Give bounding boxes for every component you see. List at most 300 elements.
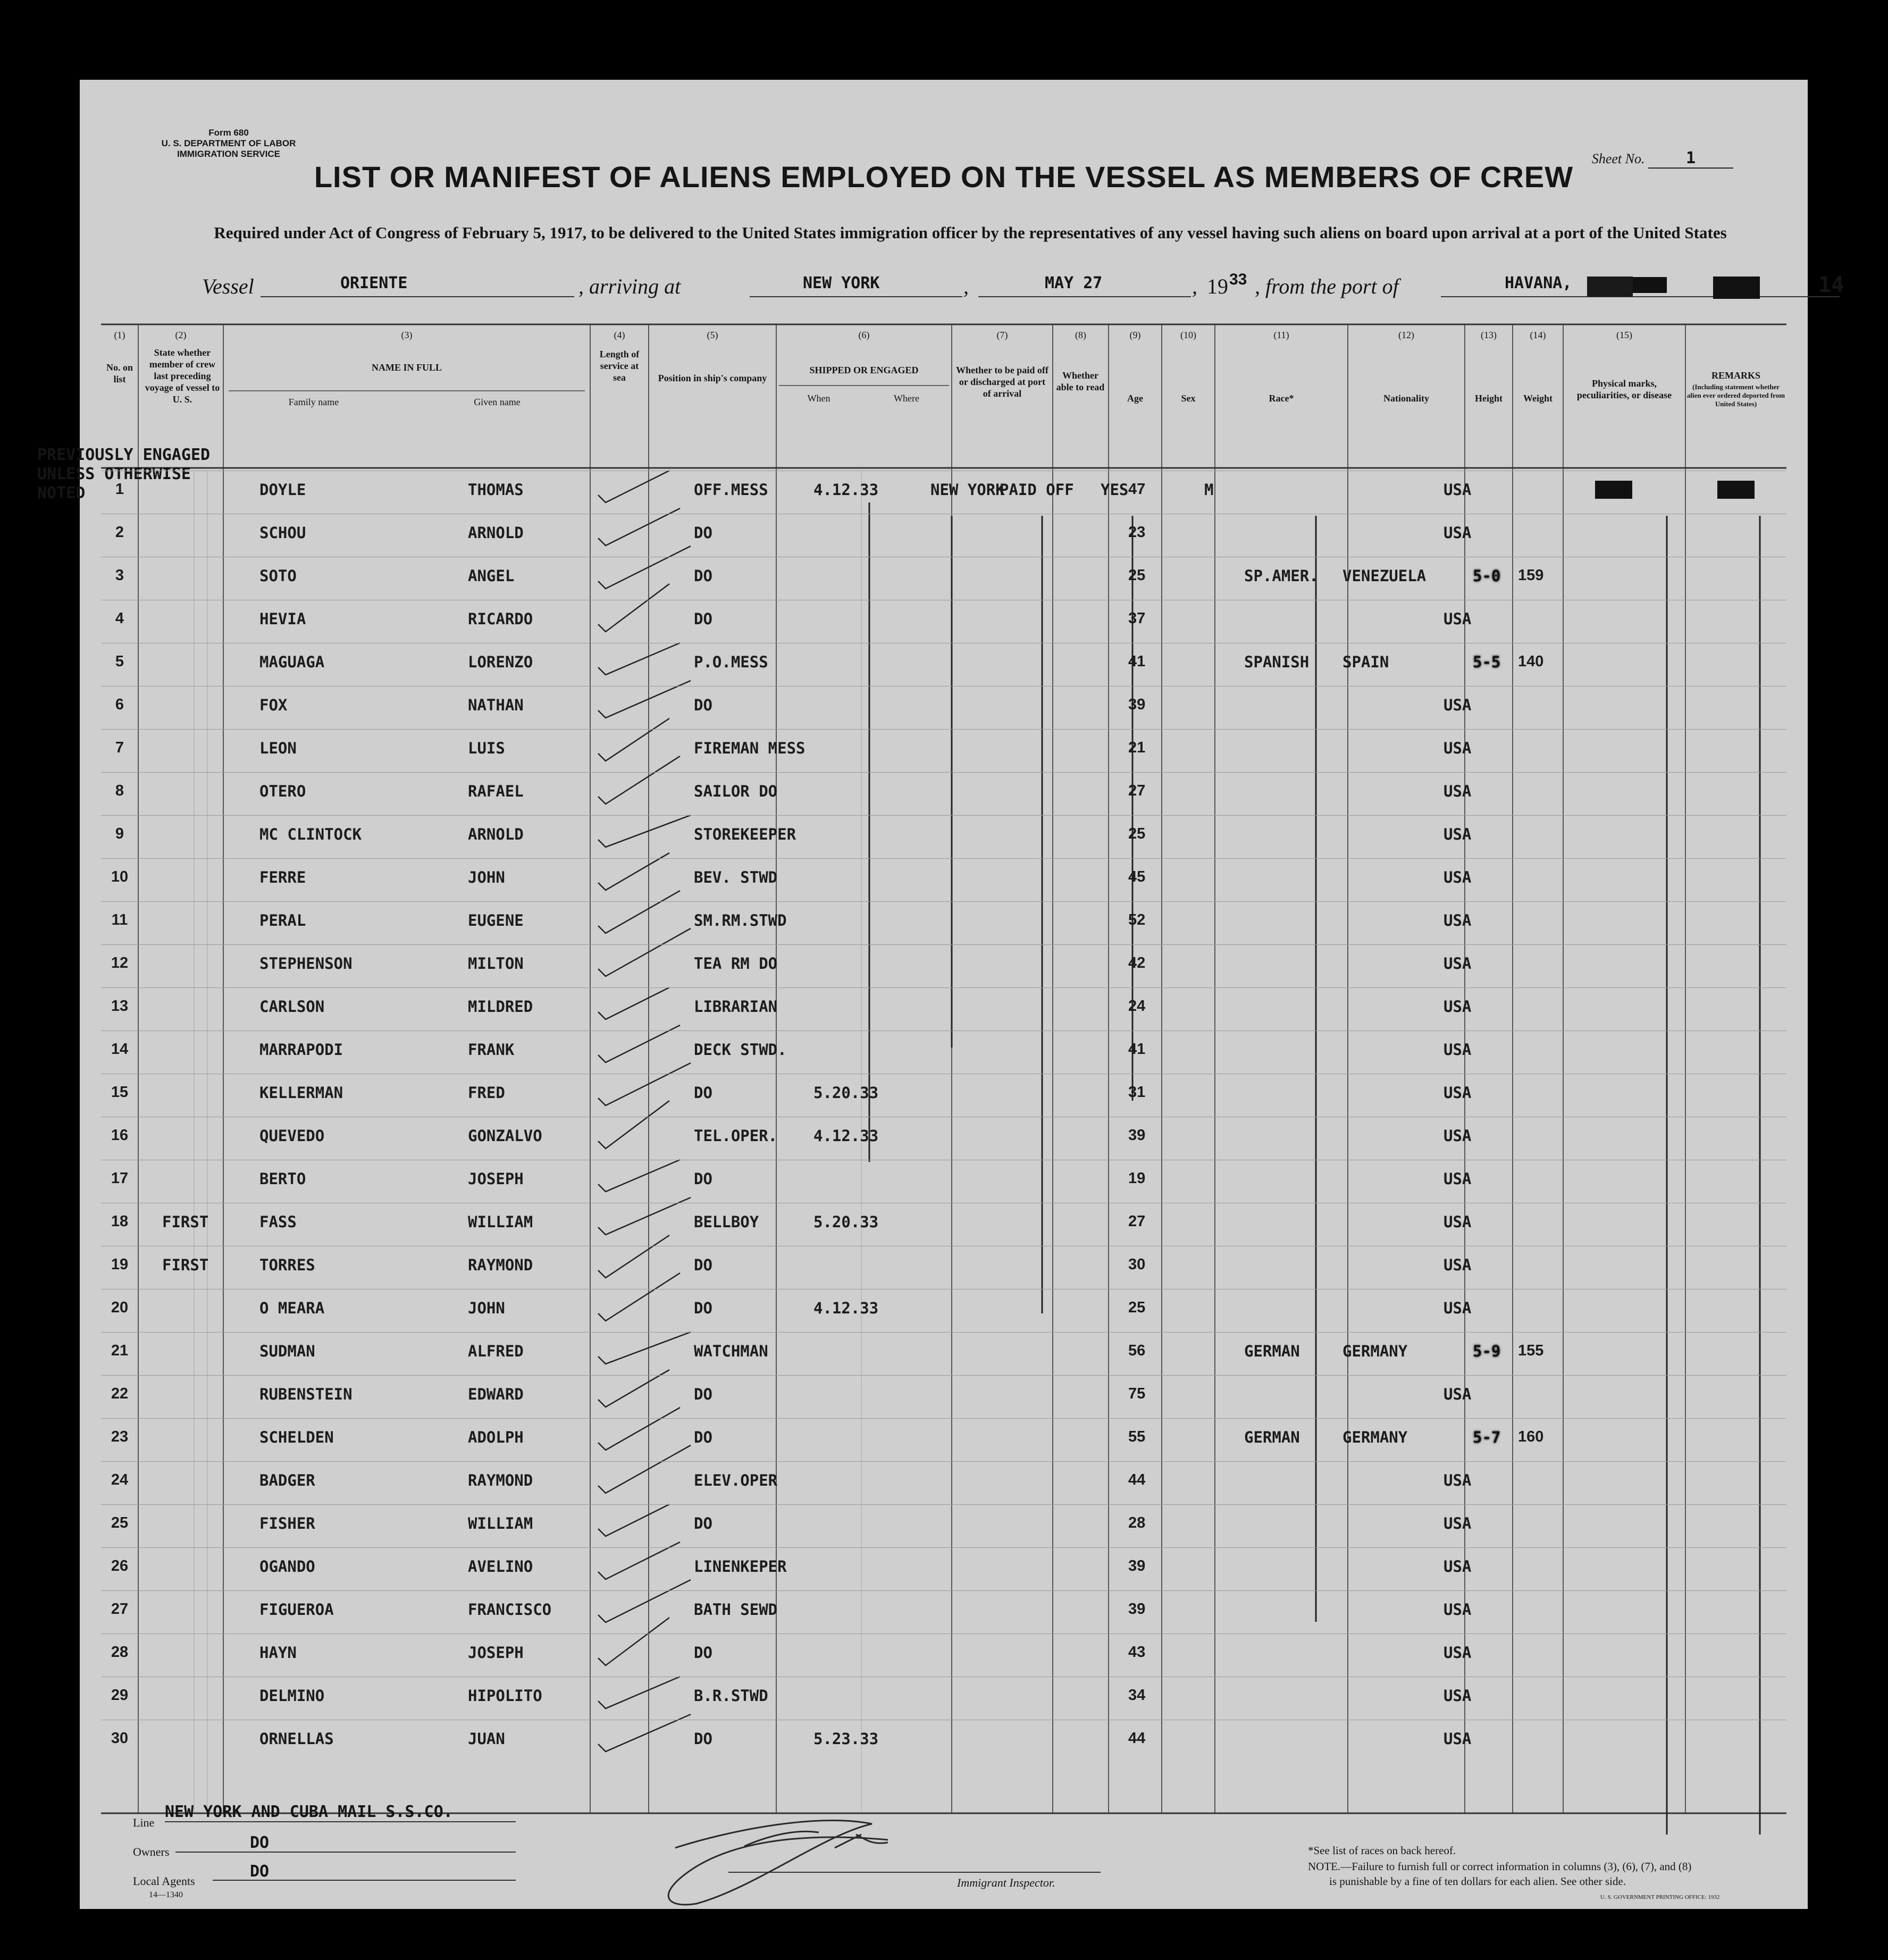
cell-age: 39 <box>1128 1127 1146 1144</box>
year-prefix: 19 <box>1207 274 1228 298</box>
header-sex: Sex <box>1181 393 1196 404</box>
col-no-2: (2) <box>175 330 187 340</box>
cell-no: 9 <box>115 825 124 842</box>
cell-given: ANGEL <box>468 567 515 585</box>
cell-nationality: USA <box>1444 1557 1472 1576</box>
cell-age: 37 <box>1128 610 1146 627</box>
cell-age: 42 <box>1128 954 1146 971</box>
cell-nationality: USA <box>1444 1127 1472 1145</box>
cell-height: 5-0 <box>1473 567 1501 585</box>
cell-race: SP.AMER. <box>1244 567 1319 585</box>
cell-position: WATCHMAN <box>694 1342 768 1360</box>
cell-when: 5.23.33 <box>813 1730 879 1748</box>
cell-family: DOYLE <box>259 481 306 499</box>
cell-position: DO <box>694 524 712 542</box>
cell-nationality: USA <box>1444 739 1472 757</box>
cell-position: DO <box>694 1385 712 1403</box>
cell-family: MAGUAGA <box>259 653 325 671</box>
cell-family: KELLERMAN <box>259 1084 343 1102</box>
page-subtitle: Required under Act of Congress of February 5, 1917, to be delivered to the United States immigration officer by the representatives of any vessel having such aliens on board upon arrival at a port of the United States <box>214 223 1727 242</box>
table-row <box>101 1160 1786 1203</box>
cell-no: 17 <box>111 1170 129 1187</box>
printing-office: U. S. GOVERNMENT PRINTING OFFICE: 1932 <box>1600 1894 1720 1900</box>
cell-where: NEW YORK <box>930 481 1005 499</box>
cell-given: FRANCISCO <box>468 1601 552 1619</box>
header-previous-voyage: State whether member of crew last preceding voyage of vessel to U. S. <box>145 347 220 405</box>
cell-no: 18 <box>111 1213 129 1230</box>
cell-read: YES <box>1101 481 1129 499</box>
cell-age: 75 <box>1128 1385 1146 1402</box>
footer-note-races: *See list of races on back hereof. <box>1308 1844 1456 1857</box>
year-suffix: 33 <box>1229 271 1247 288</box>
col-no-3: (3) <box>401 330 413 340</box>
table-row <box>101 1203 1786 1246</box>
header-age: Age <box>1127 393 1143 404</box>
cell-position: DO <box>694 567 712 585</box>
cell-position: DO <box>694 1170 712 1188</box>
cell-no: 21 <box>111 1342 129 1359</box>
header-physical-marks: Physical marks, peculiarities, or disease <box>1576 378 1672 400</box>
punch-hole <box>54 1319 78 1342</box>
cell-given: RAYMOND <box>468 1471 533 1489</box>
cell-given: THOMAS <box>468 481 524 499</box>
cell-no: 27 <box>111 1601 129 1618</box>
cell-family: SCHOU <box>259 524 306 542</box>
cell-position: OFF.MESS <box>694 481 768 499</box>
cell-nationality: USA <box>1444 1385 1472 1403</box>
table-row <box>101 1590 1786 1634</box>
department: U. S. DEPARTMENT OF LABOR <box>161 138 296 148</box>
cell-age: 31 <box>1128 1084 1146 1101</box>
cell-given: NATHAN <box>468 696 524 714</box>
cell-given: AVELINO <box>468 1557 533 1576</box>
header-when: When <box>807 393 830 404</box>
cell-age: 43 <box>1128 1644 1146 1661</box>
cell-position: DO <box>694 1644 712 1662</box>
col-no-13: (13) <box>1481 330 1497 340</box>
cell-nationality: USA <box>1444 1471 1472 1489</box>
cell-height: 5-5 <box>1473 653 1501 671</box>
cell-no: 8 <box>115 782 124 799</box>
cell-age: 34 <box>1128 1687 1146 1704</box>
header-length-of-service: Length of service at sea <box>599 349 640 383</box>
cell-age: 25 <box>1128 567 1146 584</box>
cell-weight: 160 <box>1518 1428 1544 1445</box>
table-row <box>101 987 1786 1031</box>
cell-age: 47 <box>1128 481 1146 498</box>
cell-paid: PAID OFF <box>1000 481 1074 499</box>
cell-no: 14 <box>111 1041 129 1058</box>
cell-given: RAFAEL <box>468 782 524 800</box>
cell-age: 39 <box>1128 696 1146 713</box>
footer-note-penalty: NOTE.—Failure to furnish full or correct information in columns (3), (6), (7), and (8) <box>1308 1860 1692 1873</box>
footer-line-value: NEW YORK AND CUBA MAIL S.S.CO. <box>165 1803 453 1821</box>
cell-no: 11 <box>111 911 128 928</box>
cell-age: 56 <box>1128 1342 1146 1359</box>
header-family-name: Family name <box>288 397 339 407</box>
cell-age: 21 <box>1128 739 1146 756</box>
cell-position: TEA RM DO <box>694 954 778 973</box>
cell-position: DO <box>694 1299 712 1317</box>
table-row <box>101 1677 1786 1720</box>
cell-nationality: USA <box>1444 1084 1472 1102</box>
table-row <box>101 471 1786 514</box>
footer-owners-label: Owners <box>133 1845 170 1858</box>
cell-nationality: USA <box>1444 1687 1472 1705</box>
cell-weight: 140 <box>1518 653 1544 670</box>
table-row <box>101 1418 1786 1462</box>
cell-age: 30 <box>1128 1256 1146 1273</box>
margin-note-line-3: NOTED <box>37 484 86 502</box>
cell-no: 12 <box>111 954 129 971</box>
cell-when: 5.20.33 <box>813 1084 879 1102</box>
cell-age: 41 <box>1128 653 1146 670</box>
cell-given: ALFRED <box>468 1342 524 1360</box>
header-position: Position in ship's company <box>658 373 767 383</box>
cell-given: RICARDO <box>468 610 533 628</box>
cell-given: EDWARD <box>468 1385 524 1403</box>
footer-note-penalty-2: is punishable by a fine of ten dollars for each alien. See other side. <box>1329 1875 1626 1888</box>
cell-weight: 159 <box>1518 567 1544 584</box>
cell-position: DO <box>694 696 712 714</box>
punch-hole <box>54 702 78 725</box>
cell-no: 22 <box>111 1385 129 1402</box>
service: IMMIGRATION SERVICE <box>177 149 280 159</box>
cell-given: JOSEPH <box>468 1170 524 1188</box>
cell-age: 44 <box>1128 1471 1146 1488</box>
manifest-sheet <box>37 80 1844 1909</box>
cell-race: SPANISH <box>1244 653 1310 671</box>
table-row <box>101 1720 1786 1763</box>
cell-race: GERMAN <box>1244 1428 1300 1446</box>
cell-nationality: USA <box>1444 1730 1472 1748</box>
cell-no: 13 <box>111 998 129 1015</box>
col-no-8: (8) <box>1075 330 1086 340</box>
cell-age: 44 <box>1128 1730 1146 1747</box>
cell-nationality: USA <box>1444 610 1472 628</box>
cell-nationality: USA <box>1444 954 1472 973</box>
table-row <box>101 557 1786 600</box>
cell-family: RUBENSTEIN <box>259 1385 353 1403</box>
cell-family: FOX <box>259 696 288 714</box>
cell-position: STOREKEEPER <box>694 825 796 843</box>
cell-nationality: USA <box>1444 481 1472 499</box>
cell-no: 5 <box>115 653 124 670</box>
cell-given: LUIS <box>468 739 505 757</box>
cell-nationality: USA <box>1444 1514 1472 1532</box>
cell-family: HAYN <box>259 1644 297 1662</box>
table-row <box>101 1117 1786 1160</box>
cell-age: 27 <box>1128 782 1146 799</box>
table-row <box>101 901 1786 945</box>
cell-position: LINENKEPER <box>694 1557 787 1576</box>
cell-no: 20 <box>111 1299 129 1316</box>
cell-position: FIREMAN MESS <box>694 739 805 757</box>
footer-form-code: 14—1340 <box>149 1890 183 1899</box>
cell-age: 39 <box>1128 1557 1146 1574</box>
col-no-5: (5) <box>707 330 718 340</box>
cell-family: OGANDO <box>259 1557 315 1576</box>
table-row <box>101 643 1786 686</box>
cell-age: 39 <box>1128 1601 1146 1618</box>
cell-family: LEON <box>259 739 297 757</box>
cell-nationality: USA <box>1444 524 1472 542</box>
cell-nationality: USA <box>1444 911 1472 929</box>
cell-position: SM.RM.STWD <box>694 911 787 929</box>
cell-given: JOHN <box>468 1299 505 1317</box>
cell-position: TEL.OPER. <box>694 1127 778 1145</box>
cell-no: 4 <box>115 610 124 627</box>
footer-line-label: Line <box>133 1816 155 1829</box>
cell-no: 7 <box>115 739 124 756</box>
punch-hole <box>54 1231 78 1254</box>
cell-given: RAYMOND <box>468 1256 533 1274</box>
cell-given: FRANK <box>468 1041 515 1059</box>
punch-hole <box>54 1699 78 1722</box>
table-row <box>101 729 1786 773</box>
cell-no: 6 <box>115 696 124 713</box>
table-row <box>101 1074 1786 1117</box>
manifest-table <box>37 324 1786 1845</box>
cell-family: PERAL <box>259 911 306 929</box>
cell-when: 5.20.33 <box>813 1213 879 1231</box>
cell-given: ARNOLD <box>468 524 524 542</box>
sheet-number-label: Sheet No. <box>1591 151 1645 166</box>
cell-given: GONZALVO <box>468 1127 542 1145</box>
header-name-in-full: NAME IN FULL <box>371 362 442 373</box>
table-row <box>101 1547 1786 1591</box>
cell-nationality: VENEZUELA <box>1342 567 1427 585</box>
cell-age: 23 <box>1128 524 1146 541</box>
cell-marks: NONE <box>1595 481 1632 499</box>
arriving-label: , arriving at <box>578 274 681 298</box>
cell-family: STEPHENSON <box>259 954 353 973</box>
cell-age: 24 <box>1128 998 1146 1015</box>
cell-nationality: GERMANY <box>1342 1342 1408 1360</box>
cell-remarks: NONE <box>1717 481 1755 499</box>
header-nationality: Nationality <box>1383 393 1429 404</box>
col-no-14: (14) <box>1530 330 1546 340</box>
arriving-port: NEW YORK <box>750 274 962 297</box>
cell-given: ADOLPH <box>468 1428 524 1446</box>
footer-owners-value: DO <box>250 1833 270 1852</box>
col-no-10: (10) <box>1180 330 1196 340</box>
cell-nationality: USA <box>1444 825 1472 843</box>
cell-given: EUGENE <box>468 911 524 929</box>
cell-family: HEVIA <box>259 610 306 628</box>
header-where: Where <box>894 393 919 404</box>
cell-given: HIPOLITO <box>468 1687 542 1705</box>
cell-when: 4.12.33 <box>813 1299 879 1317</box>
punch-hole <box>54 327 78 350</box>
cell-position: DECK STWD. <box>694 1041 787 1059</box>
inspector-label: Immigrant Inspector. <box>957 1876 1055 1889</box>
header-paid-off: Whether to be paid off or discharged at port of arrival <box>956 365 1048 399</box>
col-no-1: (1) <box>114 330 125 340</box>
margin-note-line-1: PREVIOUSLY ENGAGED <box>37 446 211 464</box>
cell-race: GERMAN <box>1244 1342 1300 1360</box>
cell-family: FERRE <box>259 868 306 886</box>
cell-family: OTERO <box>259 782 306 800</box>
cell-family: CARLSON <box>259 998 325 1016</box>
cell-nationality: SPAIN <box>1342 653 1389 671</box>
cell-age: 41 <box>1128 1041 1146 1058</box>
cell-no: 29 <box>111 1687 129 1704</box>
cell-age: 19 <box>1128 1170 1146 1187</box>
cell-age: 45 <box>1128 868 1146 885</box>
cell-when: 4.12.33 <box>813 1127 879 1145</box>
cell-family: O MEARA <box>259 1299 325 1317</box>
cell-position: DO <box>694 1428 712 1446</box>
cell-given: JOHN <box>468 868 505 886</box>
cell-position: LIBRARIAN <box>694 998 778 1016</box>
cell-no: 2 <box>115 524 124 541</box>
page-count: 14 <box>1818 273 1844 297</box>
header-no-on-list: No. on list <box>106 362 133 384</box>
departure-port: HAVANA, <box>1441 274 1840 297</box>
footer-agents-label: Local Agents <box>133 1874 195 1888</box>
from-label: , from the port of <box>1255 274 1399 298</box>
cell-position: BATH SEWD <box>694 1601 778 1619</box>
cell-position: DO <box>694 1084 712 1102</box>
cell-no: 19 <box>111 1256 129 1273</box>
cell-nationality: USA <box>1444 696 1472 714</box>
vessel-label: Vessel <box>202 274 254 298</box>
table-row <box>101 772 1786 816</box>
cell-age: 25 <box>1128 1299 1146 1316</box>
table-row <box>101 1031 1786 1074</box>
cell-no: 28 <box>111 1644 129 1661</box>
sheet-number-value: 1 <box>1648 149 1733 169</box>
cell-given: JOSEPH <box>468 1644 524 1662</box>
cell-family: SOTO <box>259 567 297 585</box>
header-given-name: Given name <box>474 397 521 407</box>
cell-no: 24 <box>111 1471 129 1488</box>
table-row <box>101 600 1786 643</box>
header-remarks-note: (Including statement whether alien ever ordered deported from United States) <box>1686 383 1785 408</box>
cell-nationality: USA <box>1444 1299 1472 1317</box>
cell-family: QUEVEDO <box>259 1127 325 1145</box>
col-no-4: (4) <box>614 330 625 340</box>
cell-nationality: USA <box>1444 782 1472 800</box>
col-no-7: (7) <box>996 330 1008 340</box>
page-title: LIST OR MANIFEST OF ALIENS EMPLOYED ON THE VESSEL AS MEMBERS OF CREW <box>314 160 1574 194</box>
vessel-name: ORIENTE <box>261 274 574 297</box>
cell-no: 26 <box>111 1557 129 1574</box>
cell-position: DO <box>694 1730 712 1748</box>
cell-height: 5-7 <box>1473 1428 1501 1446</box>
header-height: Height <box>1475 393 1503 404</box>
cell-no: 30 <box>111 1730 129 1747</box>
cell-family: TORRES <box>259 1256 315 1274</box>
cell-family: DELMINO <box>259 1687 325 1705</box>
cell-nationality: USA <box>1444 868 1472 886</box>
cell-nationality: USA <box>1444 1601 1472 1619</box>
cell-position: DO <box>694 610 712 628</box>
cell-position: BELLBOY <box>694 1213 759 1231</box>
cell-family: ORNELLAS <box>259 1730 334 1748</box>
cell-nationality: USA <box>1444 1213 1472 1231</box>
cell-nationality: USA <box>1444 1644 1472 1662</box>
cell-family: BERTO <box>259 1170 306 1188</box>
cell-no: 23 <box>111 1428 129 1445</box>
cell-nationality: USA <box>1444 1256 1472 1274</box>
cell-no: 10 <box>111 868 129 885</box>
table-row <box>101 686 1786 730</box>
punch-hole <box>54 621 78 644</box>
cell-no: 15 <box>111 1084 129 1101</box>
table-row <box>101 1375 1786 1419</box>
table-row <box>101 944 1786 988</box>
form-number: Form 680 <box>208 128 249 138</box>
col-no-9: (9) <box>1129 330 1141 340</box>
table-row <box>101 858 1786 902</box>
cell-age: 55 <box>1128 1428 1146 1445</box>
cell-given: MILTON <box>468 954 524 973</box>
col-no-12: (12) <box>1398 330 1414 340</box>
cell-prev: FIRST <box>162 1256 209 1274</box>
cell-given: ARNOLD <box>468 825 524 843</box>
cell-family: BADGER <box>259 1471 315 1489</box>
footer-agents-value: DO <box>250 1862 270 1881</box>
table-row <box>101 1461 1786 1505</box>
table-row <box>101 1246 1786 1289</box>
cell-position: B.R.STWD <box>694 1687 768 1705</box>
table-row <box>101 815 1786 859</box>
cell-age: 28 <box>1128 1514 1146 1531</box>
table-row <box>101 1332 1786 1376</box>
cell-height: 5-9 <box>1473 1342 1501 1360</box>
cell-no: 1 <box>115 481 124 498</box>
punch-hole <box>54 247 78 271</box>
cell-family: SCHELDEN <box>259 1428 334 1446</box>
header-shipped-or-engaged: SHIPPED OR ENGAGED <box>809 365 919 375</box>
cell-when: 4.12.33 <box>813 481 879 499</box>
cell-age: 25 <box>1128 825 1146 842</box>
cell-nationality: USA <box>1444 1170 1472 1188</box>
header-weight: Weight <box>1523 393 1553 404</box>
cell-family: FISHER <box>259 1514 315 1532</box>
col-no-15: (15) <box>1616 330 1632 340</box>
cell-family: FIGUEROA <box>259 1601 334 1619</box>
table-row <box>101 514 1786 557</box>
cell-family: MARRAPODI <box>259 1041 343 1059</box>
col-no-6: (6) <box>858 330 870 340</box>
table-row <box>101 1289 1786 1333</box>
cell-given: MILDRED <box>468 998 533 1016</box>
arrival-date: MAY 27 <box>978 274 1191 297</box>
cell-prev: FIRST <box>162 1213 209 1231</box>
cell-sex: M <box>1204 481 1214 499</box>
cell-given: FRED <box>468 1084 505 1102</box>
cell-weight: 155 <box>1518 1342 1544 1359</box>
cell-given: WILLIAM <box>468 1213 533 1231</box>
cell-no: 25 <box>111 1514 129 1531</box>
cell-family: SUDMAN <box>259 1342 315 1360</box>
col-no-11: (11) <box>1273 330 1289 340</box>
cell-no: 16 <box>111 1127 129 1144</box>
cell-position: BEV. STWD <box>694 868 778 886</box>
cell-nationality: USA <box>1444 998 1472 1016</box>
margin-note-line-2: UNLESS OTHERWISE <box>37 465 191 483</box>
table-row <box>101 1634 1786 1677</box>
cell-position: DO <box>694 1256 712 1274</box>
cell-position: P.O.MESS <box>694 653 768 671</box>
vessel-line: Vessel ORIENTE , arriving at NEW YORK , MAY 27 , 19 33 , from the port of HAVANA, 14 <box>202 271 1844 298</box>
cell-position: DO <box>694 1514 712 1532</box>
cell-no: 3 <box>115 567 124 584</box>
table-row <box>101 1504 1786 1548</box>
